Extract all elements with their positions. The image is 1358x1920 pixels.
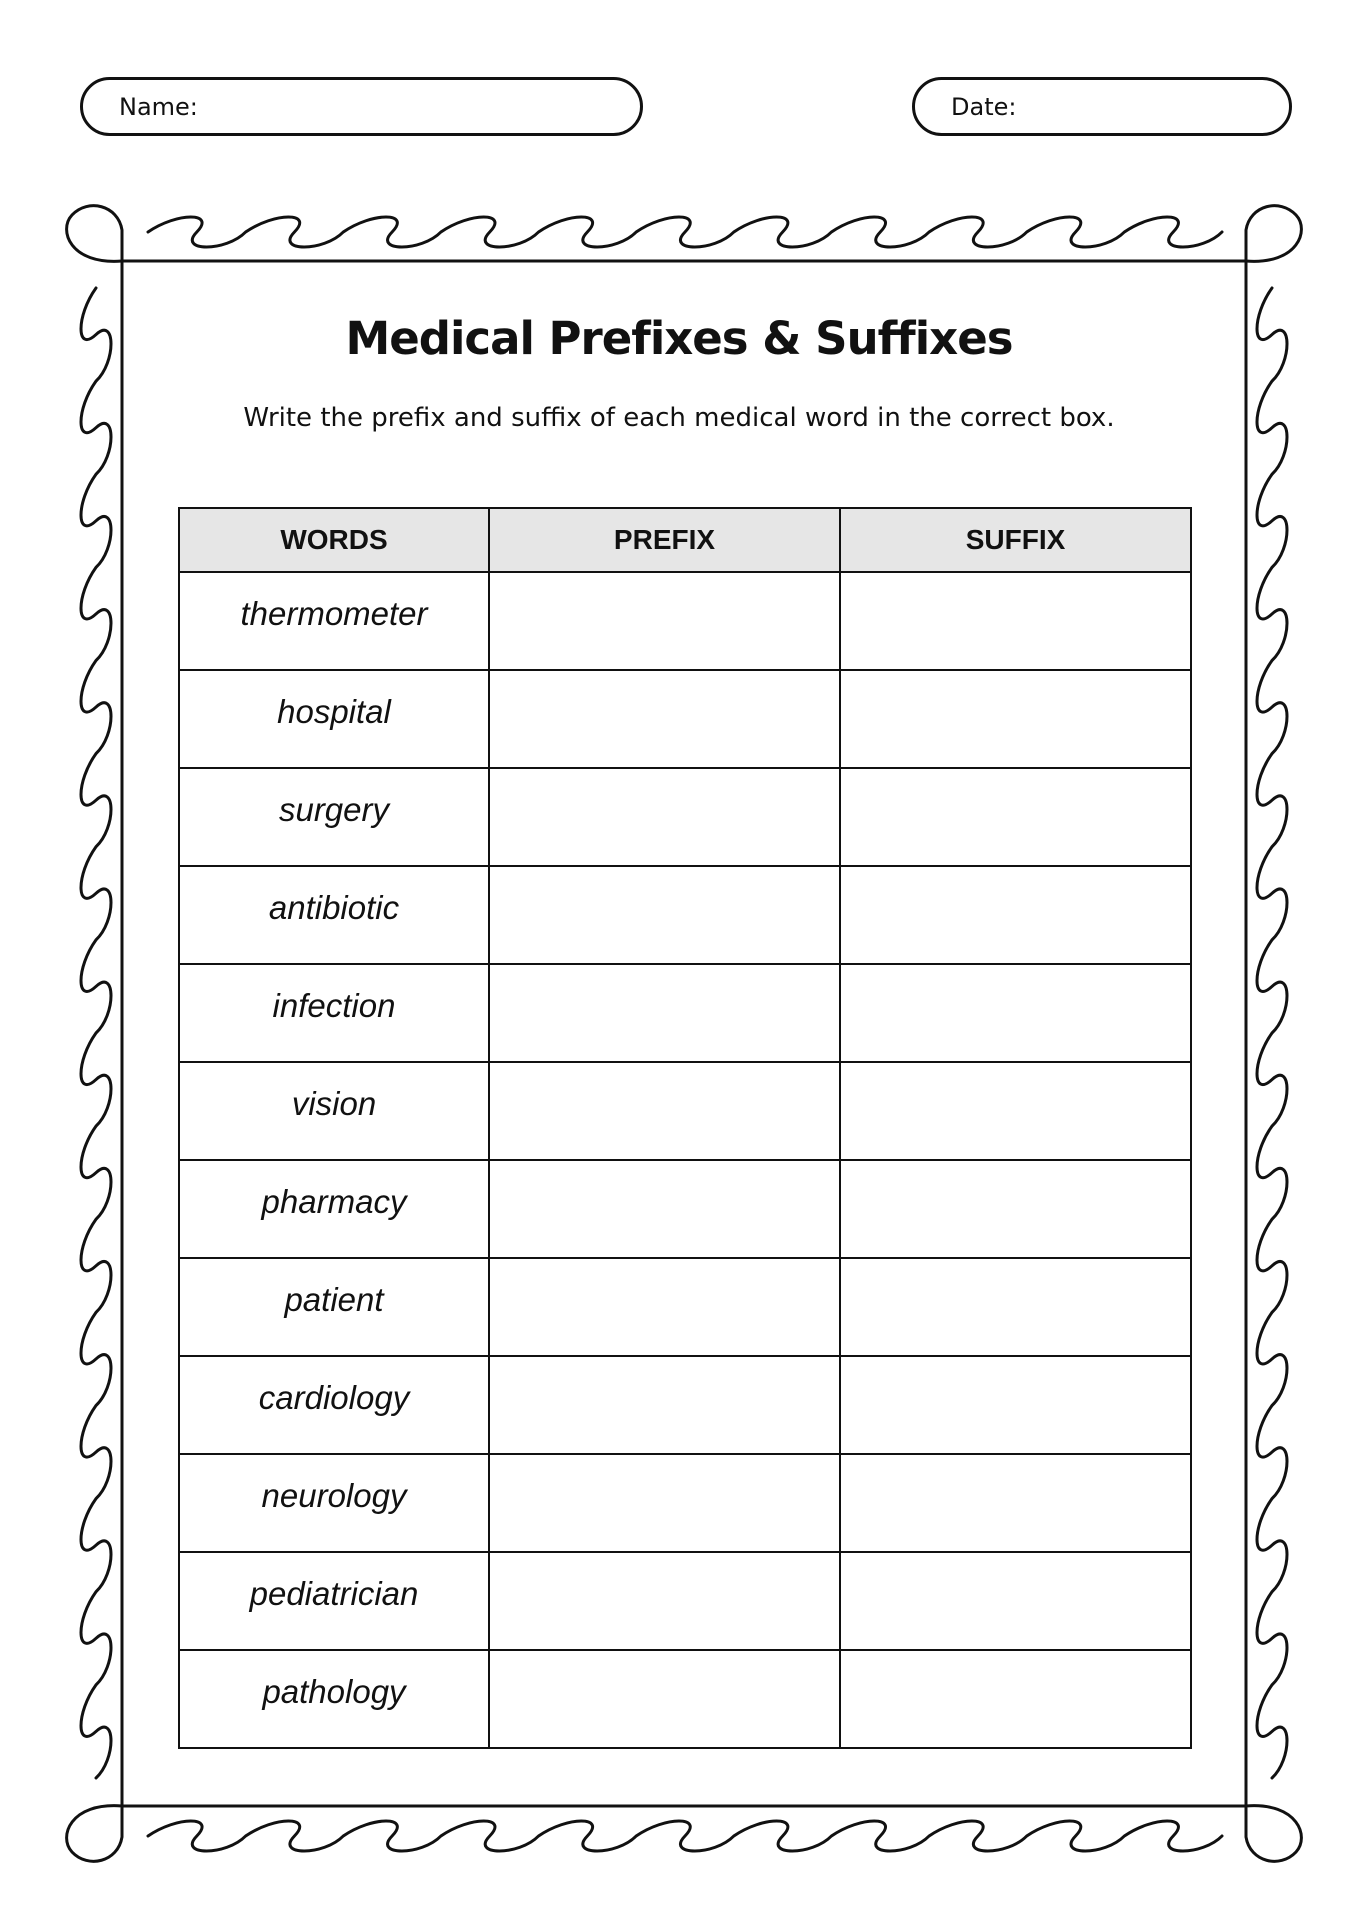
prefix-answer-box[interactable] — [489, 866, 840, 964]
word-cell: pathology — [179, 1650, 489, 1748]
table-row — [179, 768, 1191, 866]
corner-curl-bottom-right — [1246, 1787, 1301, 1861]
prefix-answer-box[interactable] — [489, 964, 840, 1062]
suffix-answer-box[interactable] — [840, 768, 1191, 866]
table-row — [179, 964, 1191, 1062]
suffix-answer-box[interactable] — [840, 1356, 1191, 1454]
prefix-answer-box[interactable] — [489, 1160, 840, 1258]
word-cell: vision — [179, 1062, 489, 1160]
word-cell: neurology — [179, 1454, 489, 1552]
wave-top — [148, 217, 1222, 247]
header-words: WORDS — [179, 508, 489, 572]
suffix-answer-box[interactable] — [840, 572, 1191, 670]
word-cell: antibiotic — [179, 866, 489, 964]
table-row — [179, 670, 1191, 768]
prefix-answer-box[interactable] — [489, 768, 840, 866]
suffix-answer-box[interactable] — [840, 670, 1191, 768]
suffix-answer-box[interactable] — [840, 1258, 1191, 1356]
header-suffix: SUFFIX — [840, 508, 1191, 572]
word-cell: surgery — [179, 768, 489, 866]
prefix-answer-box[interactable] — [489, 1650, 840, 1748]
table-row — [179, 572, 1191, 670]
corner-curl-bottom-left — [67, 1787, 122, 1861]
suffix-answer-box[interactable] — [840, 1650, 1191, 1748]
prefix-answer-box[interactable] — [489, 1552, 840, 1650]
name-label: Name: — [119, 92, 198, 121]
wave-bottom — [148, 1821, 1222, 1851]
word-cell: pharmacy — [179, 1160, 489, 1258]
word-cell: pediatrician — [179, 1552, 489, 1650]
prefix-suffix-table — [178, 507, 1192, 1749]
header-prefix: PREFIX — [489, 508, 840, 572]
suffix-answer-box[interactable] — [840, 1454, 1191, 1552]
date-label: Date: — [951, 92, 1017, 121]
wave-left — [81, 288, 111, 1778]
table-row — [179, 1650, 1191, 1748]
table-row — [179, 1160, 1191, 1258]
word-cell: hospital — [179, 670, 489, 768]
word-cell: thermometer — [179, 572, 489, 670]
suffix-answer-box[interactable] — [840, 1160, 1191, 1258]
table-row — [179, 1454, 1191, 1552]
corner-curl-top-right — [1246, 206, 1301, 280]
prefix-answer-box[interactable] — [489, 572, 840, 670]
word-cell: infection — [179, 964, 489, 1062]
suffix-answer-box[interactable] — [840, 1062, 1191, 1160]
suffix-answer-box[interactable] — [840, 964, 1191, 1062]
word-cell: patient — [179, 1258, 489, 1356]
suffix-answer-box[interactable] — [840, 866, 1191, 964]
prefix-answer-box[interactable] — [489, 670, 840, 768]
prefix-answer-box[interactable] — [489, 1454, 840, 1552]
prefix-answer-box[interactable] — [489, 1062, 840, 1160]
worksheet-title: Medical Prefixes & Suffixes — [345, 312, 1013, 365]
table-row — [179, 1356, 1191, 1454]
prefix-answer-box[interactable] — [489, 1258, 840, 1356]
table-row — [179, 1062, 1191, 1160]
wave-right — [1257, 288, 1287, 1778]
table-header-row — [179, 508, 1191, 572]
suffix-answer-box[interactable] — [840, 1552, 1191, 1650]
table-row — [179, 1552, 1191, 1650]
table-row — [179, 866, 1191, 964]
worksheet-instructions: Write the prefix and suffix of each medical word in the correct box. — [243, 403, 1115, 433]
corner-curl-top-left — [67, 206, 122, 280]
word-cell: cardiology — [179, 1356, 489, 1454]
table-row — [179, 1258, 1191, 1356]
prefix-answer-box[interactable] — [489, 1356, 840, 1454]
